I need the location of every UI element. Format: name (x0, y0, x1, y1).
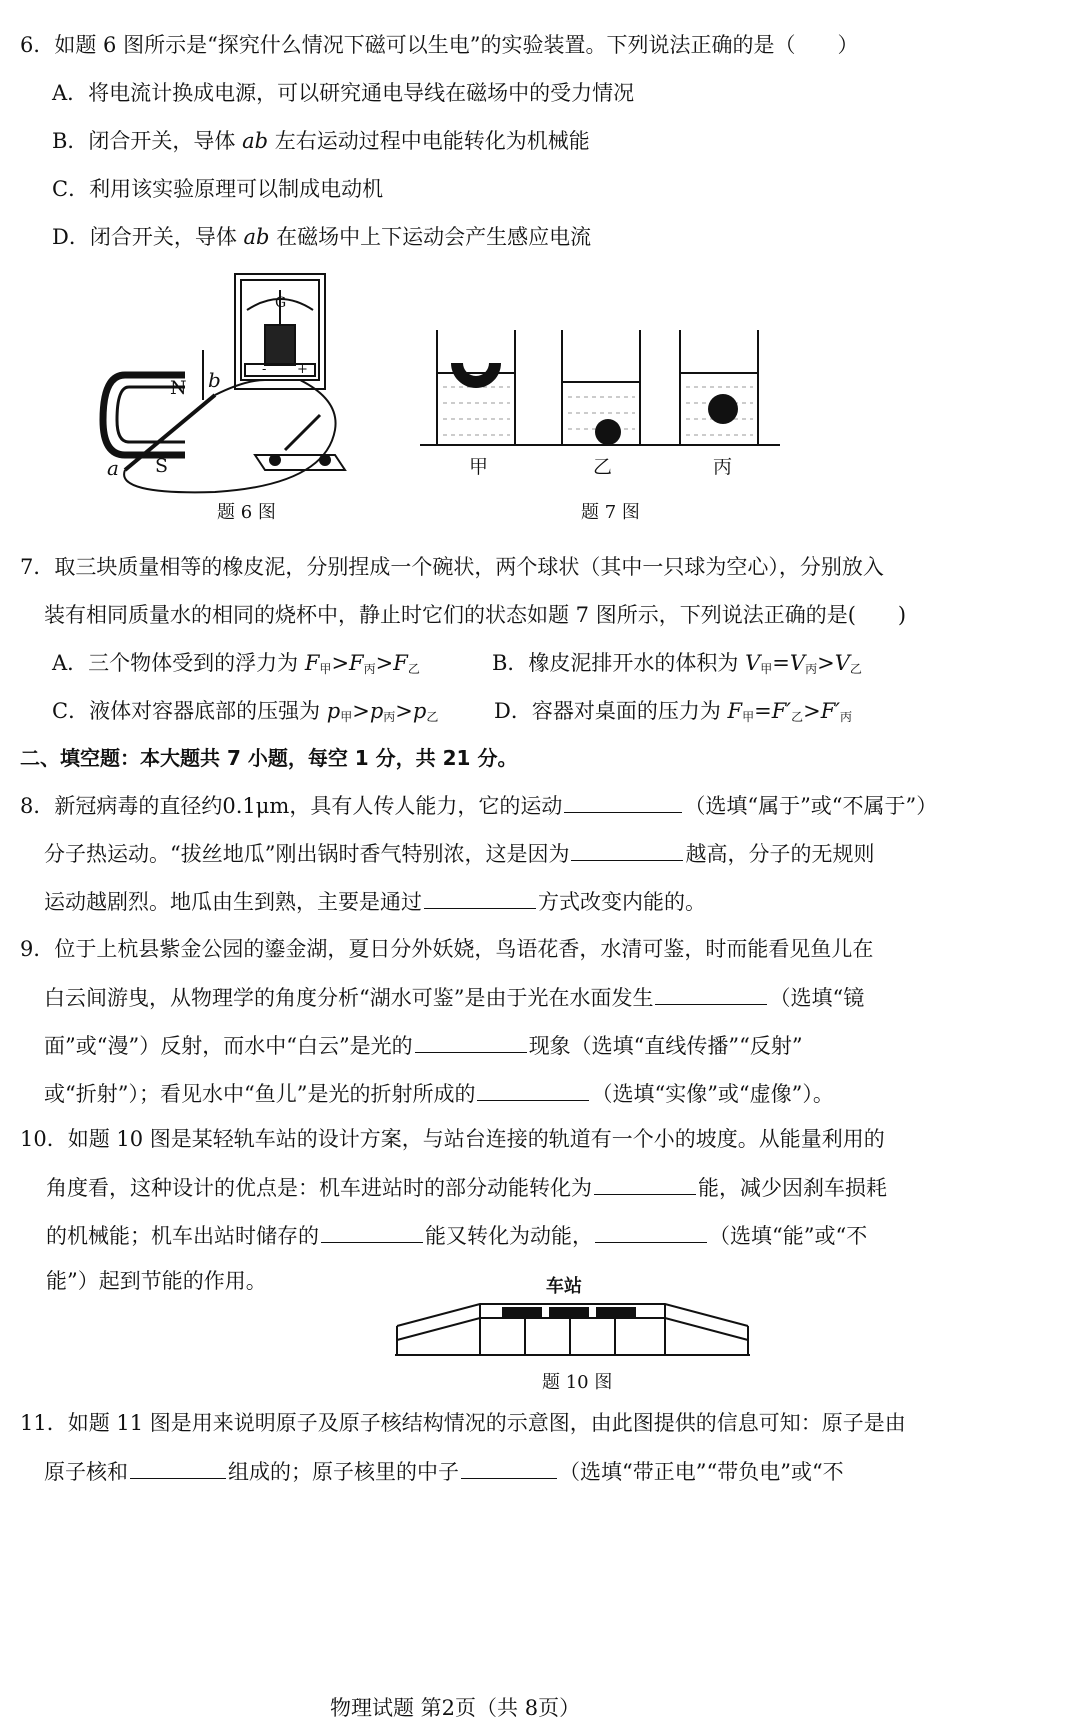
q7-stem-1: 7．取三块质量相等的橡皮泥，分别捏成一个碗状，两个球状（其中一只球为空心），分别放入 (20, 555, 884, 579)
q10-line-4: 能”）起到节能的作用。 (46, 1269, 267, 1293)
label-plus: + (297, 362, 308, 377)
q6-option-b: B．闭合开关，导体 ab 左右运动过程中电能转化为机械能 (52, 129, 590, 153)
label-n: N (170, 377, 187, 399)
q6-stem: 6．如题 6 图所示是“探究什么情况下磁可以生电”的实验装置。下列说法正确的是（ ） (20, 33, 859, 57)
figure-6 (95, 270, 355, 495)
q6-option-c: C．利用该实验原理可以制成电动机 (52, 177, 384, 201)
beaker-label-yi: 乙 (593, 456, 613, 478)
q9-line-3: 面”或“漫”）反射，而水中“白云”是光的 现象（选填“直线传播”“反射” (44, 1030, 803, 1061)
q7-option-b: B．橡皮泥排开水的体积为 $V_甲=V_丙>V_乙$ (492, 651, 862, 676)
beaker-label-jia: 甲 (469, 456, 489, 478)
figure-7-caption: 题 7 图 (581, 502, 640, 523)
q9-line-4: 或“折射”）；看见水中“鱼儿”是光的折射所成的 （选填“实像”或“虚像”）。 (44, 1078, 834, 1109)
q11-line-2: 原子核和 组成的；原子核里的中子 （选填“带正电”“带负电”或“不 (44, 1456, 844, 1487)
figure-10-title: 车站 (546, 1276, 582, 1297)
label-g: G (275, 295, 287, 311)
q10-line-2: 角度看，这种设计的优点是：机车进站时的部分动能转化为 能，减少因刹车损耗 (46, 1172, 887, 1203)
q8-blank-2[interactable] (571, 838, 683, 861)
figure-10-caption: 题 10 图 (542, 1372, 613, 1393)
q9-blank-3[interactable] (477, 1078, 589, 1101)
q8-line-3: 运动越剧烈。地瓜由生到熟，主要是通过 方式改变内能的。 (44, 886, 706, 917)
q8-line-2: 分子热运动。“拔丝地瓜”刚出锅时香气特别浓，这是因为 越高，分子的无规则 (44, 838, 874, 869)
figure-7 (415, 325, 785, 478)
q10-blank-1[interactable] (594, 1172, 696, 1195)
q8-blank-1[interactable] (564, 790, 682, 813)
q8-line-1: 8．新冠病毒的直径约0.1μm，具有人传人能力，它的运动 （选填“属于”或“不属于”） (20, 790, 937, 821)
q7-option-c: C．液体对容器底部的压强为 $p_甲>p_丙>p_乙$ (52, 699, 439, 724)
figure-6-caption: 题 6 图 (217, 502, 276, 523)
beaker-label-bing: 丙 (713, 456, 733, 478)
q11-blank-2[interactable] (461, 1456, 557, 1479)
label-a: a (107, 456, 119, 480)
q9-line-1: 9．位于上杭县紫金公园的鎏金湖，夏日分外妖娆，鸟语花香，水清可鉴，时而能看见鱼儿在 (20, 937, 874, 961)
q8-blank-3[interactable] (424, 886, 536, 909)
q7-option-d: D．容器对桌面的压力为 $F_甲=F'_乙>F'_丙$ (494, 699, 853, 724)
label-minus: - (262, 362, 267, 377)
q9-line-2: 白云间游曳，从物理学的角度分析“湖水可鉴”是由于光在水面发生 （选填“镜 (44, 982, 864, 1013)
q7-stem-2: 装有相同质量水的相同的烧杯中，静止时它们的状态如题 7 图所示，下列说法正确的是( ) (44, 603, 907, 627)
page-footer: 物理试题 第2页（共 8页） (330, 1696, 581, 1720)
q7-option-a: A．三个物体受到的浮力为 $F_甲>F_丙>F_乙$ (52, 651, 420, 676)
q10-line-3: 的机械能；机车出站时储存的 能又转化为动能， （选填“能”或“不 (46, 1220, 867, 1251)
figure-10 (395, 1300, 750, 1360)
q11-line-1: 11．如题 11 图是用来说明原子及原子核结构情况的示意图，由此图提供的信息可知：原子是由 (20, 1411, 906, 1435)
q10-blank-3[interactable] (595, 1220, 707, 1243)
label-b: b (208, 368, 221, 392)
q10-blank-2[interactable] (321, 1220, 423, 1243)
q11-blank-1[interactable] (130, 1456, 226, 1479)
q9-blank-2[interactable] (415, 1030, 527, 1053)
q9-blank-1[interactable] (655, 982, 767, 1005)
q6-option-d: D．闭合开关，导体 ab 在磁场中上下运动会产生感应电流 (52, 225, 592, 249)
q10-line-1: 10．如题 10 图是某轻轨车站的设计方案，与站台连接的轨道有一个小的坡度。从能量利用的 (20, 1127, 885, 1151)
section-2-heading: 二、填空题：本大题共 7 小题，每空 1 分，共 21 分。 (20, 746, 518, 770)
q6-option-a: A．将电流计换成电源，可以研究通电导线在磁场中的受力情况 (52, 81, 635, 105)
label-s: S (155, 455, 169, 477)
